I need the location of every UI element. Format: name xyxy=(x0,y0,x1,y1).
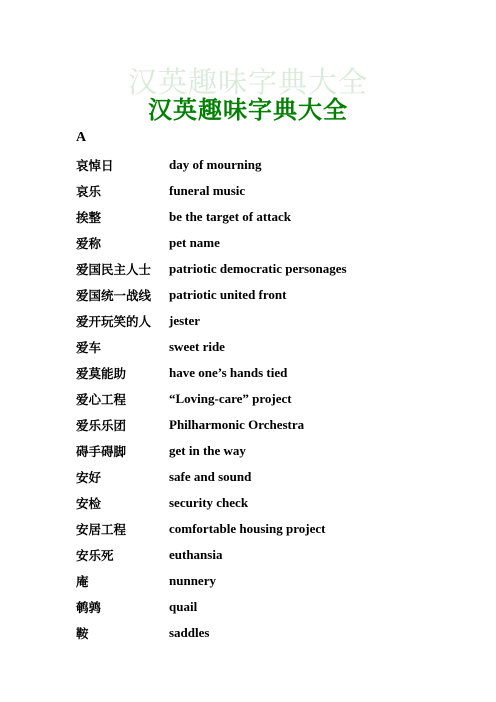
dictionary-entry xyxy=(76,620,456,646)
entry-chinese: 爱车 xyxy=(76,340,102,355)
dictionary-entry xyxy=(76,334,456,360)
entry-chinese: 爱称 xyxy=(76,236,102,251)
dictionary-entry xyxy=(76,204,456,230)
entry-english: security check xyxy=(169,495,249,510)
entry-english: quail xyxy=(169,599,198,614)
entry-english: comfortable housing project xyxy=(169,521,326,536)
dictionary-entry xyxy=(76,568,456,594)
entry-chinese: 安乐死 xyxy=(76,548,114,563)
entry-english: sweet ride xyxy=(169,339,225,354)
entry-english: nunnery xyxy=(169,573,216,588)
dictionary-entry xyxy=(76,464,456,490)
entry-chinese: 哀乐 xyxy=(76,184,102,199)
entry-english: pet name xyxy=(169,235,220,250)
entry-english: safe and sound xyxy=(169,469,252,484)
entry-chinese: 爱国统一战线 xyxy=(76,288,152,303)
entry-chinese: 爱心工程 xyxy=(76,392,127,407)
dictionary-entry xyxy=(76,360,456,386)
dictionary-entry xyxy=(76,438,456,464)
dictionary-entry xyxy=(76,594,456,620)
entry-chinese: 爱乐乐团 xyxy=(76,418,127,433)
dictionary-entry xyxy=(76,256,456,282)
dictionary-entry xyxy=(76,178,456,204)
entry-english: patriotic united front xyxy=(169,287,287,302)
entry-english: have one’s hands tied xyxy=(169,365,288,380)
dictionary-entry xyxy=(76,230,456,256)
entry-chinese: 爱开玩笑的人 xyxy=(76,314,152,329)
entry-english: funeral music xyxy=(169,183,246,198)
entry-english: “Loving-care” project xyxy=(169,391,292,406)
entry-chinese: 安好 xyxy=(76,470,102,485)
entry-chinese: 鹌鹑 xyxy=(76,600,102,615)
page-title: 汉英趣味字典大全 xyxy=(148,95,348,124)
entry-chinese: 挨整 xyxy=(76,210,102,225)
dictionary-entry xyxy=(76,516,456,542)
dictionary-entry xyxy=(76,412,456,438)
dictionary-entry xyxy=(76,386,456,412)
entry-chinese: 爱莫能助 xyxy=(76,366,127,381)
entry-english: Philharmonic Orchestra xyxy=(169,417,305,432)
section-letter: A xyxy=(76,130,87,145)
entry-english: day of mourning xyxy=(169,157,262,172)
dictionary-entry xyxy=(76,308,456,334)
entry-english: patriotic democratic personages xyxy=(169,261,347,276)
dictionary-entry xyxy=(76,542,456,568)
entry-chinese: 安检 xyxy=(76,496,102,511)
entry-english: be the target of attack xyxy=(169,209,292,224)
dictionary-entry xyxy=(76,152,456,178)
entry-english: get in the way xyxy=(169,443,246,458)
entry-chinese: 鞍 xyxy=(76,626,89,641)
entry-chinese: 安居工程 xyxy=(76,522,127,537)
entry-english: saddles xyxy=(169,625,210,640)
dictionary-entry xyxy=(76,490,456,516)
dictionary-entries xyxy=(76,152,456,646)
watermark-title: 汉英趣味字典大全 xyxy=(127,65,368,99)
dictionary-entry xyxy=(76,282,456,308)
entry-chinese: 哀悼日 xyxy=(76,158,114,173)
entry-chinese: 爱国民主人士 xyxy=(76,262,152,277)
entry-chinese: 庵 xyxy=(76,574,89,589)
entry-english: euthansia xyxy=(169,547,223,562)
entry-english: jester xyxy=(169,313,201,328)
entry-chinese: 碍手碍脚 xyxy=(76,444,127,459)
